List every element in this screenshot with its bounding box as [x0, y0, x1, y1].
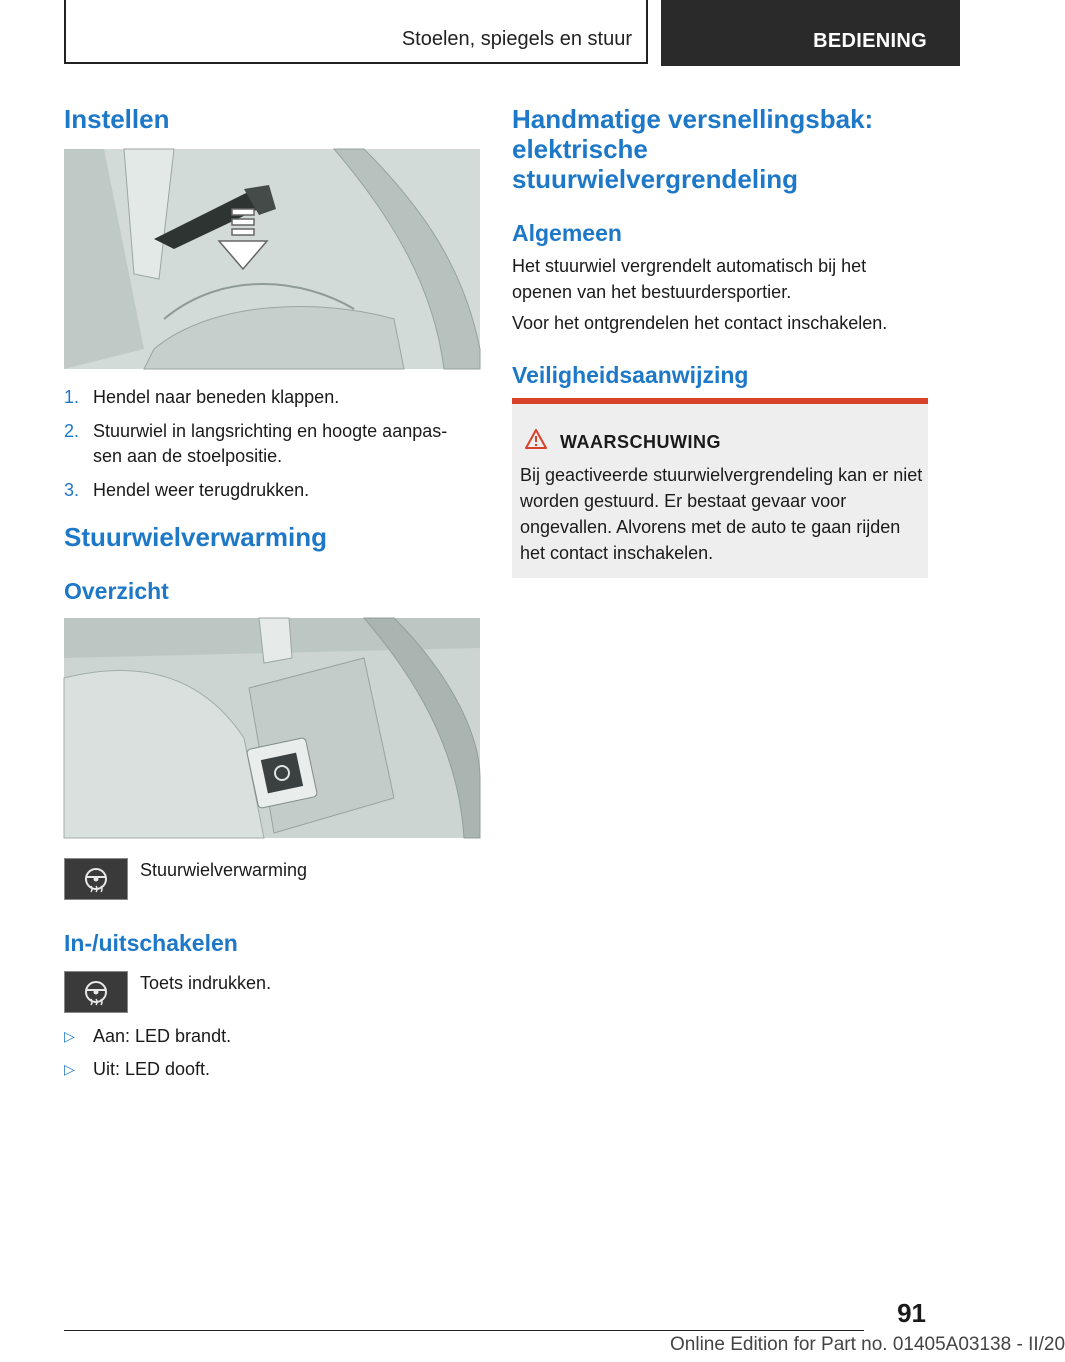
- header-chapter-tab: [661, 0, 960, 66]
- bullet-item: [64, 1057, 480, 1081]
- heading-handmatige: Handmatige versnellingsbak: elektrische stuurwielvergrendeling: [512, 104, 874, 194]
- icon-caption-row: [64, 858, 480, 902]
- header-section-title: Stoelen, spiegels en stuur: [401, 28, 632, 50]
- heated-steering-button-illustration: [64, 618, 480, 838]
- bullet-item: [64, 1024, 480, 1048]
- heated-steering-wheel-icon: [64, 858, 128, 900]
- step-text: Stuurwiel in langsrichting en hoogte aanpas‐ sen aan de stoelpositie.: [93, 421, 448, 466]
- paragraph-algemeen: Het stuurwiel vergrendelt automatisch bij het openen van het bestuurdersportier.: [512, 256, 867, 302]
- step-text: Hendel naar beneden klappen.: [93, 387, 340, 407]
- footer-divider: [64, 1330, 864, 1331]
- header-chapter-title: BEDIENING: [813, 30, 927, 52]
- warning-text: Bij geactiveerde stuurwielvergrendeling kan er niet worden gestuurd. Er bestaat gevaar voor ongevallen. Alvorens met de auto te gaan rijden het contact inschakelen.: [520, 465, 923, 563]
- step-number: 2.: [64, 421, 80, 441]
- warning-triangle-icon: [524, 428, 548, 455]
- steering-lever-illustration: [64, 149, 480, 369]
- heading-veiligheid: Veiligheidsaanwijzing: [512, 362, 749, 388]
- heading-in-uitschakelen: In-/uitschakelen: [64, 930, 238, 956]
- footer-edition: Online Edition for Part no. 01405A03138 - II/20: [670, 1334, 1065, 1355]
- step-text: Hendel weer terugdrukken.: [93, 480, 310, 500]
- heading-instellen: Instellen: [64, 104, 170, 134]
- heading-stuurwielverwarming: Stuurwielverwarming: [64, 522, 327, 552]
- header-section-box: [64, 0, 648, 64]
- warning-box: [512, 398, 928, 578]
- heated-steering-wheel-icon: [64, 971, 128, 1013]
- warning-title: WAARSCHUWING: [560, 432, 721, 452]
- icon-caption: Stuurwielverwarming: [140, 860, 308, 880]
- step-2: [64, 419, 480, 469]
- toets-row: [64, 971, 480, 1015]
- step-number: 1.: [64, 387, 80, 407]
- step-3: [64, 478, 480, 503]
- paragraph-ontgrendelen: Voor het ontgrendelen het contact inschakelen.: [512, 313, 888, 333]
- bullet-triangle-icon: ▷: [64, 1028, 75, 1044]
- heading-overzicht: Overzicht: [64, 578, 169, 604]
- step-1: [64, 385, 480, 410]
- heading-algemeen: Algemeen: [512, 220, 622, 246]
- toets-text: Toets indrukken.: [140, 973, 272, 993]
- bullet-text: Uit: LED dooft.: [93, 1059, 211, 1079]
- page-number: 91: [897, 1298, 926, 1328]
- step-number: 3.: [64, 480, 80, 500]
- bullet-triangle-icon: ▷: [64, 1061, 75, 1077]
- bullet-text: Aan: LED brandt.: [93, 1026, 232, 1046]
